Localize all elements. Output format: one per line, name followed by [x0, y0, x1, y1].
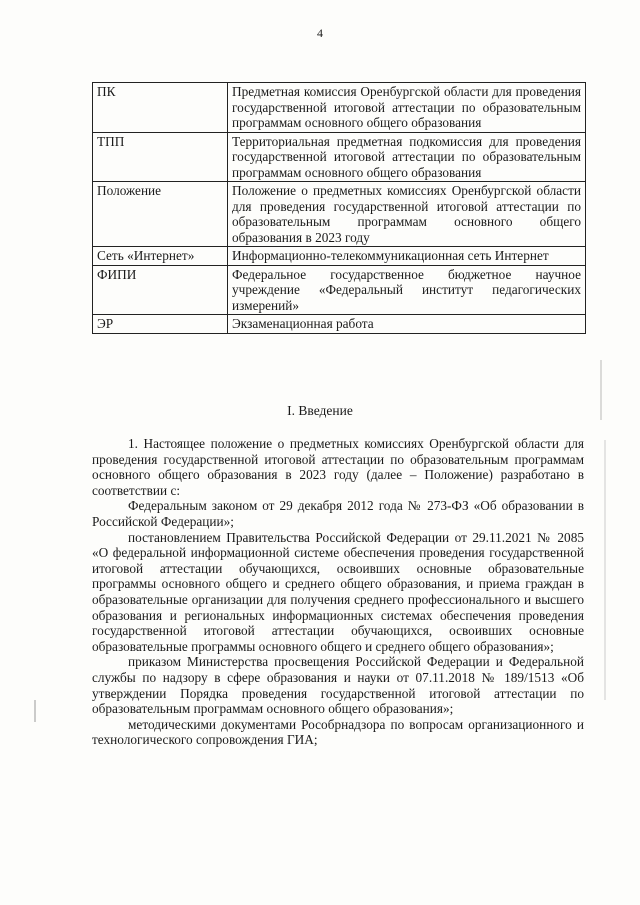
paragraph: постановлением Правительства Российской Федерации от 29.11.2021 № 2085 «О федеральной информационной системе обеспечения проведения государственной итоговой аттестации обучающихся, освоивших основные образовательные программы основного общего и среднего общего образования, и приема граждан в образовательные организации для получения среднего профессионального и высшего образования и региональных информационных системах обеспечения проведения государственной итоговой аттестации обучающихся, освоивших основные образовательные программы основного общего и среднего общего образования»; [92, 529, 584, 654]
abbreviation-definition: Экзаменационная работа [228, 315, 586, 334]
table-row [93, 83, 586, 133]
abbreviation-term: Сеть «Интернет» [93, 247, 228, 266]
page-number: 4 [317, 26, 323, 40]
table-row [93, 315, 586, 334]
abbreviation-definition: Информационно-телекоммуникационная сеть Интернет [228, 247, 586, 266]
abbreviation-term: ПК [93, 83, 228, 133]
paragraph: 1. Настоящее положение о предметных комиссиях Оренбургской области для проведения государственной итоговой аттестации по образовательным программам основного общего образования в 2023 году (далее – Положение) разработано в соответствии с: [92, 436, 584, 498]
table-row [93, 132, 586, 182]
paragraph: методическими документами Рособрнадзора по вопросам организационного и технологического сопровождения ГИА; [92, 716, 584, 748]
scan-artifact-line [34, 700, 36, 722]
abbreviation-term: ЭР [93, 315, 228, 334]
abbreviation-definition: Территориальная предметная подкомиссия для проведения государственной итоговой аттестации по образовательным программам основного общего образования [228, 132, 586, 182]
abbreviation-term: ФИПИ [93, 265, 228, 315]
abbreviation-definition: Предметная комиссия Оренбургской области для проведения государственной итоговой аттестации по образовательным программам основного общего образования [228, 83, 586, 133]
abbreviations-table [92, 82, 586, 334]
abbreviation-term: Положение [93, 182, 228, 247]
section-title: I. Введение [287, 403, 353, 418]
table-row [93, 247, 586, 266]
abbreviation-term: ТПП [93, 132, 228, 182]
scan-artifact-line [604, 440, 606, 700]
table-row [93, 182, 586, 247]
abbreviation-definition: Положение о предметных комиссиях Оренбургской области для проведения государственной итоговой аттестации по образовательным программам основного общего образования в 2023 году [228, 182, 586, 247]
section-body [92, 436, 584, 748]
table-row [93, 265, 586, 315]
paragraph: Федеральным законом от 29 декабря 2012 года № 273-ФЗ «Об образовании в Российской Федерации»; [92, 498, 584, 529]
abbreviation-definition: Федеральное государственное бюджетное научное учреждение «Федеральный институт педагогических измерений» [228, 265, 586, 315]
scan-artifact-line [600, 360, 602, 420]
paragraph: приказом Министерства просвещения Российской Федерации и Федеральной службы по надзору в сфере образования и науки от 07.11.2018 № 189/1513 «Об утверждении Порядка проведения государственной итоговой аттестации по образовательным программам основного общего образования»; [92, 654, 584, 717]
